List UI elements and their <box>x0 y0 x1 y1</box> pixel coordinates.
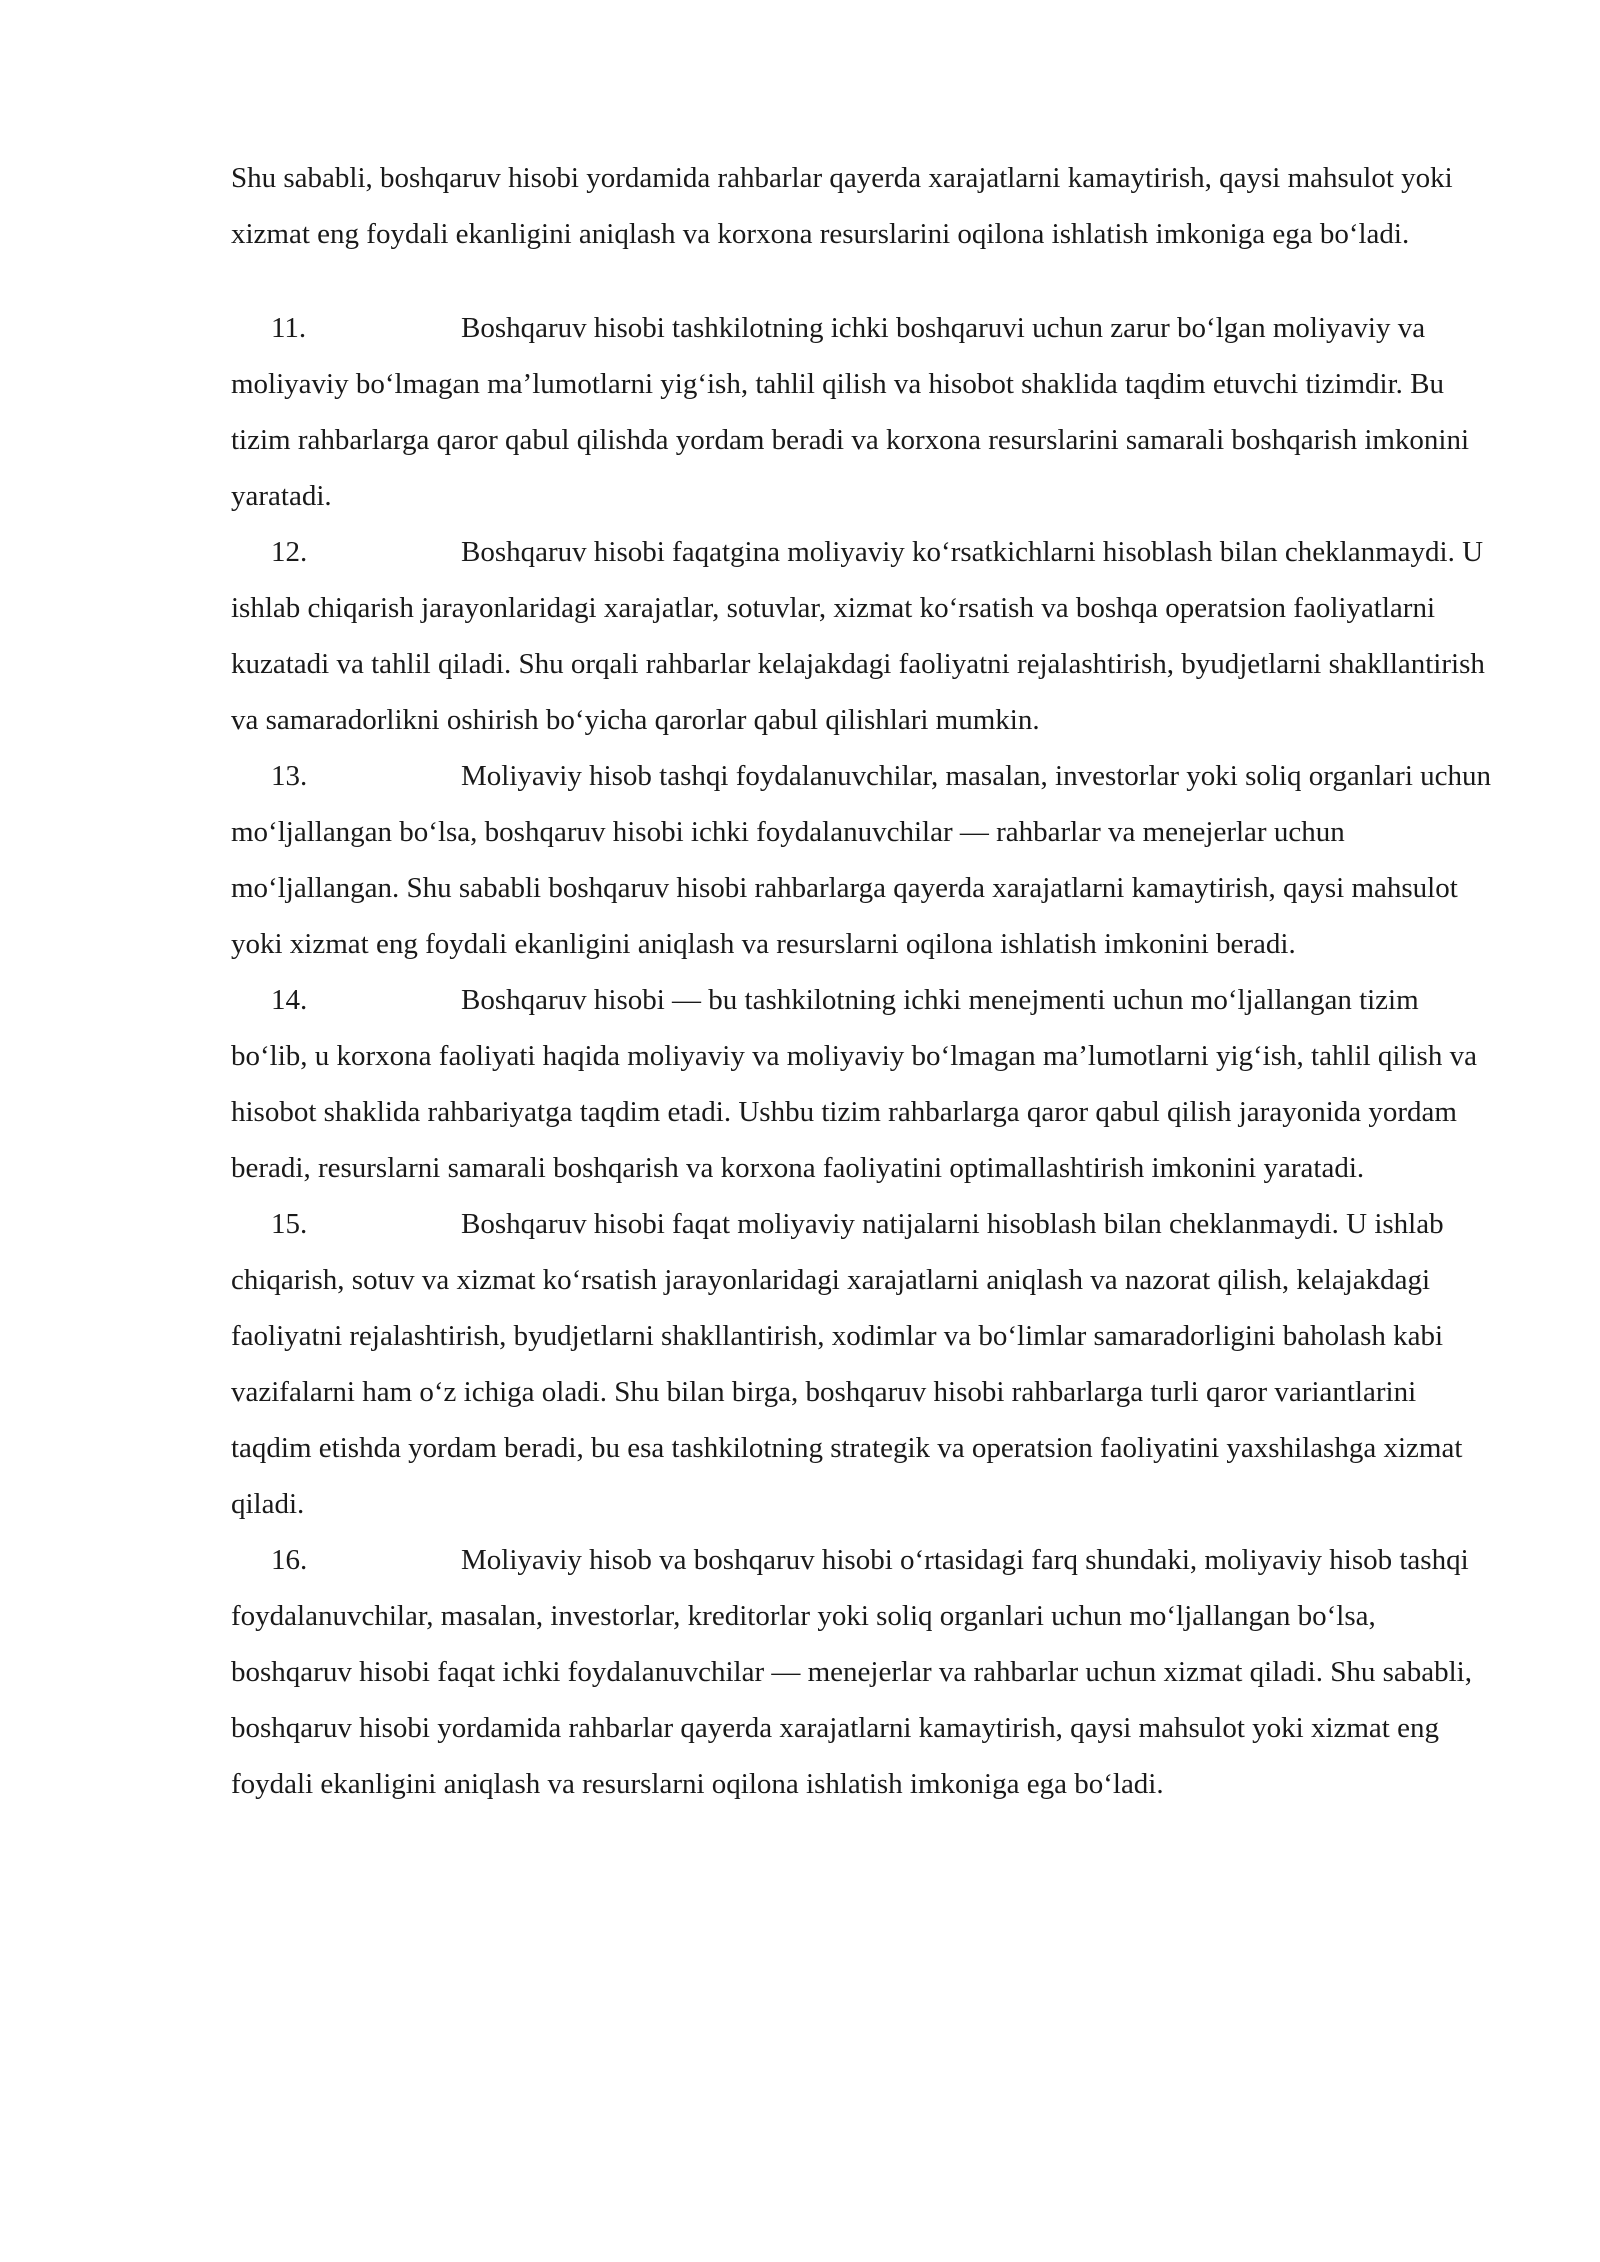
item-text: Moliyaviy hisob va boshqaruv hisobi o‘rtasidagi farq shundaki, moliyaviy hisob tashqi foydalanuvchilar, masalan, investorlar, kreditorlar yoki soliq organlari uchun mo‘ljallangan bo‘lsa, boshqaruv hisobi faqat ichki foydalanuvchilar — menejerlar va rahbarlar uchun xizmat qiladi. Shu sababli, boshqaruv hisobi yordamida rahbarlar qayerda xarajatlarni kamaytirish, qaysi mahsulot yoki xizmat eng foydali ekanligini aniqlash va resurslarni oqilona ishlatish imkoniga ega bo‘ladi. <box>231 1544 1472 1800</box>
item-text: Moliyaviy hisob tashqi foydalanuvchilar, masalan, investorlar yoki soliq organlari uchun mo‘ljallangan bo‘lsa, boshqaruv hisobi ichki foydalanuvchilar — rahbarlar va menejerlar uchun mo‘ljallangan. Shu sababli boshqaruv hisobi rahbarlarga qayerda xarajatlarni kamaytirish, qaysi mahsulot yoki xizmat eng foydali ekanligini aniqlash va resurslarni oqilona ishlatish imkonini beradi. <box>231 760 1492 960</box>
list-item <box>231 1532 1501 1812</box>
list-item <box>231 300 1501 524</box>
item-text: Boshqaruv hisobi tashkilotning ichki boshqaruvi uchun zarur bo‘lgan moliyaviy va moliyaviy bo‘lmagan ma’lumotlarni yig‘ish, tahlil qilish va hisobot shaklida taqdim etuvchi tizimdir. Bu tizim rahbarlarga qaror qabul qilishda yordam beradi va korxona resurslarini samarali boshqarish imkonini yaratadi. <box>231 312 1470 512</box>
item-number: 11. <box>271 312 307 344</box>
list-item <box>231 1196 1501 1532</box>
list-item <box>231 972 1501 1196</box>
item-number: 12. <box>271 536 308 568</box>
item-number: 14. <box>271 984 308 1016</box>
item-number: 13. <box>271 760 308 792</box>
item-text: Boshqaruv hisobi faqatgina moliyaviy ko‘rsatkichlarni hisoblash bilan cheklanmaydi. U ishlab chiqarish jarayonlaridagi xarajatlar, sotuvlar, xizmat ko‘rsatish va boshqa operatsion faoliyatlarni kuzatadi va tahlil qiladi. Shu orqali rahbarlar kelajakdagi faoliyatni rejalashtirish, byudjetlarni shakllantirish va samaradorlikni oshirish bo‘yicha qarorlar qabul qilishlari mumkin. <box>231 536 1485 736</box>
item-text: Boshqaruv hisobi — bu tashkilotning ichki menejmenti uchun mo‘ljallangan tizim bo‘lib, u korxona faoliyati haqida moliyaviy va moliyaviy bo‘lmagan ma’lumotlarni yig‘ish, tahlil qilish va hisobot shaklida rahbariyatga taqdim etadi. Ushbu tizim rahbarlarga qaror qabul qilish jarayonida yordam beradi, resurslarni samarali boshqarish va korxona faoliyatini optimallashtirish imkonini yaratadi. <box>231 984 1477 1184</box>
list-item <box>231 748 1501 972</box>
item-number: 16. <box>271 1544 308 1576</box>
item-number: 15. <box>271 1208 308 1240</box>
item-text: Boshqaruv hisobi faqat moliyaviy natijalarni hisoblash bilan cheklanmaydi. U ishlab chiqarish, sotuv va xizmat ko‘rsatish jarayonlaridagi xarajatlarni aniqlash va nazorat qilish, kelajakdagi faoliyatni rejalashtirish, byudjetlarni shakllantirish, xodimlar va bo‘limlar samaradorligini baholash kabi vazifalarni ham o‘z ichiga oladi. Shu bilan birga, boshqaruv hisobi rahbarlarga turli qaror variantlarini taqdim etishda yordam beradi, bu esa tashkilotning strategik va operatsion faoliyatini yaxshilashga xizmat qiladi. <box>231 1208 1463 1520</box>
list-item <box>231 524 1501 748</box>
intro-paragraph: Shu sababli, boshqaruv hisobi yordamida rahbarlar qayerda xarajatlarni kamaytirish, qaysi mahsulot yoki xizmat eng foydali ekanligini aniqlash va korxona resurslarini oqilona ishlatish imkoniga ega bo‘ladi. <box>231 162 1453 250</box>
document-page <box>231 150 1501 1812</box>
